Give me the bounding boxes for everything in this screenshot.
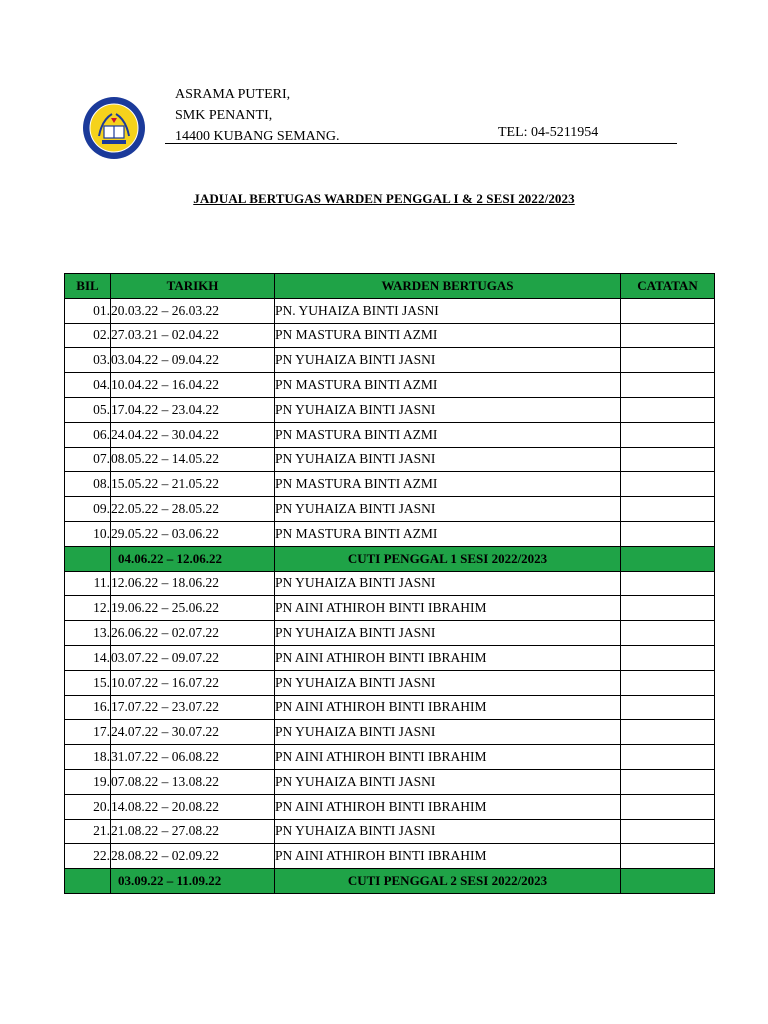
cell-tarikh: 04.06.22 – 12.06.22: [111, 546, 275, 571]
cell-bil: 10.: [65, 521, 111, 546]
table-row: [65, 720, 715, 745]
cell-catatan: [621, 422, 715, 447]
cell-tarikh: 29.05.22 – 03.06.22: [111, 521, 275, 546]
cell-bil: 07.: [65, 447, 111, 472]
cell-bil: 20.: [65, 794, 111, 819]
table-row: [65, 794, 715, 819]
cell-warden: PN AINI ATHIROH BINTI IBRAHIM: [275, 794, 621, 819]
cell-warden: PN YUHAIZA BINTI JASNI: [275, 819, 621, 844]
cell-catatan: [621, 447, 715, 472]
cell-warden: PN AINI ATHIROH BINTI IBRAHIM: [275, 844, 621, 869]
cell-tarikh: 21.08.22 – 27.08.22: [111, 819, 275, 844]
cell-bil: 06.: [65, 422, 111, 447]
cell-warden: PN YUHAIZA BINTI JASNI: [275, 497, 621, 522]
table-header-row: [65, 274, 715, 299]
table-row: [65, 745, 715, 770]
cell-tarikh: 03.09.22 – 11.09.22: [111, 869, 275, 894]
telephone-number: TEL: 04-5211954: [498, 125, 599, 140]
cell-tarikh: 31.07.22 – 06.08.22: [111, 745, 275, 770]
cell-warden: PN YUHAIZA BINTI JASNI: [275, 720, 621, 745]
cell-tarikh: 08.05.22 – 14.05.22: [111, 447, 275, 472]
cell-warden: CUTI PENGGAL 2 SESI 2022/2023: [275, 869, 621, 894]
table-row: [65, 472, 715, 497]
cell-tarikh: 07.08.22 – 13.08.22: [111, 769, 275, 794]
cell-tarikh: 24.07.22 – 30.07.22: [111, 720, 275, 745]
cell-catatan: [621, 720, 715, 745]
table-row: [65, 422, 715, 447]
school-crest-icon: [82, 96, 146, 160]
cell-catatan: [621, 298, 715, 323]
cell-catatan: [621, 472, 715, 497]
cell-bil: [65, 869, 111, 894]
table-row: [65, 298, 715, 323]
table-row: [65, 819, 715, 844]
cell-tarikh: 17.04.22 – 23.04.22: [111, 397, 275, 422]
cell-catatan: [621, 497, 715, 522]
cell-tarikh: 19.06.22 – 25.06.22: [111, 596, 275, 621]
table-row: [65, 670, 715, 695]
cell-bil: 12.: [65, 596, 111, 621]
cell-warden: PN MASTURA BINTI AZMI: [275, 472, 621, 497]
cell-warden: PN MASTURA BINTI AZMI: [275, 323, 621, 348]
column-header-catatan: CATATAN: [621, 274, 715, 299]
column-header-tarikh: TARIKH: [111, 274, 275, 299]
cell-catatan: [621, 546, 715, 571]
address-line-3: 14400 KUBANG SEMANG.: [175, 129, 340, 144]
cell-tarikh: 26.06.22 – 02.07.22: [111, 621, 275, 646]
cell-bil: 04.: [65, 373, 111, 398]
cell-bil: 11.: [65, 571, 111, 596]
cell-warden: PN MASTURA BINTI AZMI: [275, 422, 621, 447]
cell-bil: [65, 546, 111, 571]
cell-warden: PN YUHAIZA BINTI JASNI: [275, 621, 621, 646]
table-row: [65, 769, 715, 794]
table-row: [65, 397, 715, 422]
cell-tarikh: 12.06.22 – 18.06.22: [111, 571, 275, 596]
cell-warden: PN YUHAIZA BINTI JASNI: [275, 447, 621, 472]
cell-bil: 02.: [65, 323, 111, 348]
cell-warden: PN YUHAIZA BINTI JASNI: [275, 348, 621, 373]
cell-catatan: [621, 571, 715, 596]
cell-warden: PN YUHAIZA BINTI JASNI: [275, 769, 621, 794]
cell-tarikh: 10.04.22 – 16.04.22: [111, 373, 275, 398]
cell-bil: 08.: [65, 472, 111, 497]
cell-catatan: [621, 695, 715, 720]
cell-bil: 19.: [65, 769, 111, 794]
cell-catatan: [621, 745, 715, 770]
cell-bil: 16.: [65, 695, 111, 720]
page-title: JADUAL BERTUGAS WARDEN PENGGAL I & 2 SESI 2022/2023: [193, 191, 575, 206]
table-row: [65, 447, 715, 472]
cell-warden: PN MASTURA BINTI AZMI: [275, 521, 621, 546]
table-row: [65, 323, 715, 348]
cell-warden: PN YUHAIZA BINTI JASNI: [275, 397, 621, 422]
cell-catatan: [621, 348, 715, 373]
header-divider: [165, 143, 677, 144]
cell-tarikh: 14.08.22 – 20.08.22: [111, 794, 275, 819]
cell-catatan: [621, 794, 715, 819]
cell-bil: 03.: [65, 348, 111, 373]
cell-bil: 09.: [65, 497, 111, 522]
cell-tarikh: 20.03.22 – 26.03.22: [111, 298, 275, 323]
table-row: [65, 695, 715, 720]
table-row: [65, 571, 715, 596]
cell-warden: PN AINI ATHIROH BINTI IBRAHIM: [275, 745, 621, 770]
cell-catatan: [621, 621, 715, 646]
cell-tarikh: 03.07.22 – 09.07.22: [111, 645, 275, 670]
address-line-2: SMK PENANTI,: [175, 108, 273, 123]
cell-catatan: [621, 769, 715, 794]
cell-bil: 14.: [65, 645, 111, 670]
cell-tarikh: 24.04.22 – 30.04.22: [111, 422, 275, 447]
cell-tarikh: 15.05.22 – 21.05.22: [111, 472, 275, 497]
cell-warden: CUTI PENGGAL 1 SESI 2022/2023: [275, 546, 621, 571]
cell-catatan: [621, 596, 715, 621]
cell-tarikh: 27.03.21 – 02.04.22: [111, 323, 275, 348]
cell-catatan: [621, 373, 715, 398]
cell-catatan: [621, 323, 715, 348]
cell-warden: PN AINI ATHIROH BINTI IBRAHIM: [275, 695, 621, 720]
table-row: [65, 373, 715, 398]
cell-catatan: [621, 397, 715, 422]
cell-tarikh: 28.08.22 – 02.09.22: [111, 844, 275, 869]
cell-tarikh: 17.07.22 – 23.07.22: [111, 695, 275, 720]
cell-tarikh: 03.04.22 – 09.04.22: [111, 348, 275, 373]
cell-bil: 21.: [65, 819, 111, 844]
cell-catatan: [621, 819, 715, 844]
cell-warden: PN AINI ATHIROH BINTI IBRAHIM: [275, 596, 621, 621]
cell-catatan: [621, 869, 715, 894]
table-row: [65, 348, 715, 373]
cell-catatan: [621, 521, 715, 546]
cell-bil: 01.: [65, 298, 111, 323]
table-row: [65, 621, 715, 646]
cell-catatan: [621, 670, 715, 695]
column-header-warden: WARDEN BERTUGAS: [275, 274, 621, 299]
holiday-row: [65, 869, 715, 894]
table-row: [65, 521, 715, 546]
cell-catatan: [621, 844, 715, 869]
warden-schedule-table: [64, 273, 715, 894]
table-row: [65, 596, 715, 621]
cell-bil: 18.: [65, 745, 111, 770]
cell-bil: 15.: [65, 670, 111, 695]
cell-warden: PN AINI ATHIROH BINTI IBRAHIM: [275, 645, 621, 670]
cell-warden: PN YUHAIZA BINTI JASNI: [275, 670, 621, 695]
cell-bil: 13.: [65, 621, 111, 646]
cell-warden: PN. YUHAIZA BINTI JASNI: [275, 298, 621, 323]
table-row: [65, 645, 715, 670]
cell-catatan: [621, 645, 715, 670]
cell-tarikh: 10.07.22 – 16.07.22: [111, 670, 275, 695]
table-row: [65, 497, 715, 522]
cell-tarikh: 22.05.22 – 28.05.22: [111, 497, 275, 522]
address-block: [175, 84, 340, 147]
cell-bil: 22.: [65, 844, 111, 869]
holiday-row: [65, 546, 715, 571]
cell-warden: PN MASTURA BINTI AZMI: [275, 373, 621, 398]
address-line-1: ASRAMA PUTERI,: [175, 87, 291, 102]
cell-bil: 05.: [65, 397, 111, 422]
cell-bil: 17.: [65, 720, 111, 745]
column-header-bil: BIL: [65, 274, 111, 299]
table-row: [65, 844, 715, 869]
cell-warden: PN YUHAIZA BINTI JASNI: [275, 571, 621, 596]
